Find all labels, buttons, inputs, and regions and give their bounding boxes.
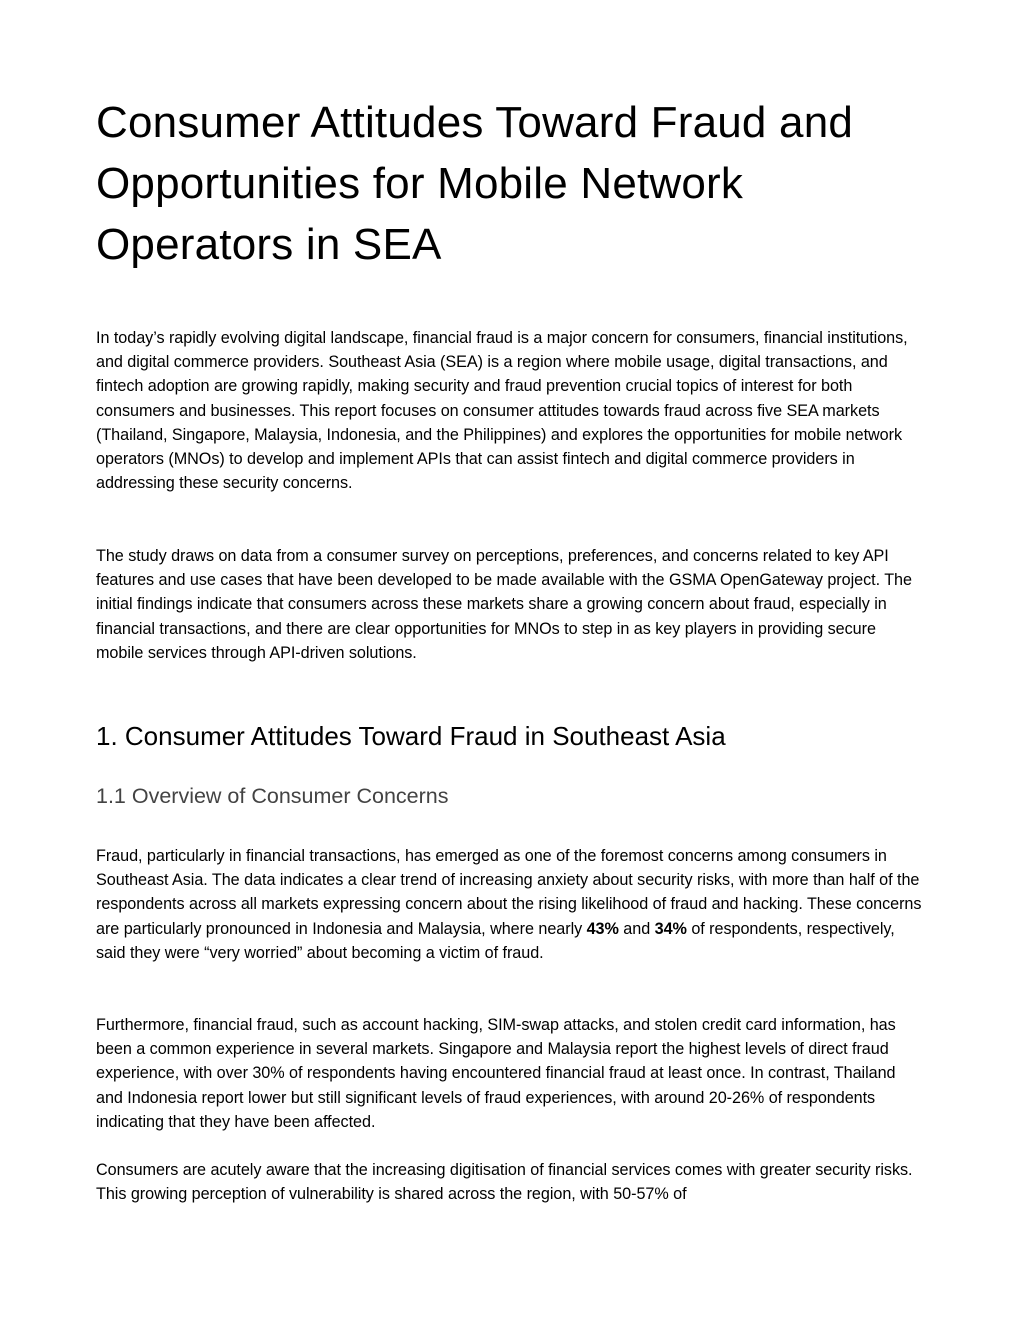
bold-percentage: 34% (654, 919, 687, 938)
paragraph-text: Fraud, particularly in financial transactions, has emerged as one of the foremost concerns among consumers in Southeast Asia. The data indicates a clear trend of increasing anxiety about security risks, with more than half of the respondents across all markets expressing concern about the rising likelihood of fraud and hacking. These concerns are particularly pronounced in Indonesia and Malaysia, where nearly (96, 847, 922, 938)
section-heading: 1. Consumer Attitudes Toward Fraud in Southeast Asia (96, 721, 726, 751)
paragraph-text: of respondents, respectively, said they were “very worried” about becoming a victim of fraud. (96, 919, 895, 962)
body-paragraph (96, 844, 924, 965)
body-paragraph: Furthermore, financial fraud, such as account hacking, SIM-swap attacks, and stolen credit card information, has been a common experience in several markets. Singapore and Malaysia report the highest levels of direct fraud experience, with over 30% of respondents having encountered financial fraud at least once. In contrast, Thailand and Indonesia report lower but still significant levels of fraud experiences, with around 20-26% of respondents indicating that they have been affected. (96, 1016, 896, 1131)
document-title: Consumer Attitudes Toward Fraud and Opportunities for Mobile Network Operators in SEA (96, 98, 854, 269)
subsection-heading: 1.1 Overview of Consumer Concerns (96, 784, 449, 808)
intro-paragraph: The study draws on data from a consumer survey on perceptions, preferences, and concerns related to key API features and use cases that have been developed to be made available with the GSMA OpenGateway project. The initial findings indicate that consumers across these markets share a growing concern about fraud, especially in financial transactions, and there are clear opportunities for MNOs to step in as key players in providing secure mobile services through API-driven solutions. (96, 547, 912, 662)
body-paragraph: Consumers are acutely aware that the increasing digitisation of financial services comes with greater security risks. This growing perception of vulnerability is shared across the region, with 50-57% of (96, 1161, 913, 1204)
intro-paragraph: In today’s rapidly evolving digital landscape, financial fraud is a major concern for consumers, financial institutions, and digital commerce providers. Southeast Asia (SEA) is a region where mobile usage, digital transactions, and fintech adoption are growing rapidly, making security and fraud prevention crucial topics of interest for both consumers and businesses. This report focuses on consumer attitudes towards fraud across five SEA markets (Thailand, Singapore, Malaysia, Indonesia, and the Philippines) and explores the opportunities for mobile network operators (MNOs) to develop and implement APIs that can assist fintech and digital commerce providers in addressing these security concerns. (96, 329, 908, 493)
bold-percentage: 43% (586, 919, 619, 938)
paragraph-text: and (618, 919, 655, 938)
